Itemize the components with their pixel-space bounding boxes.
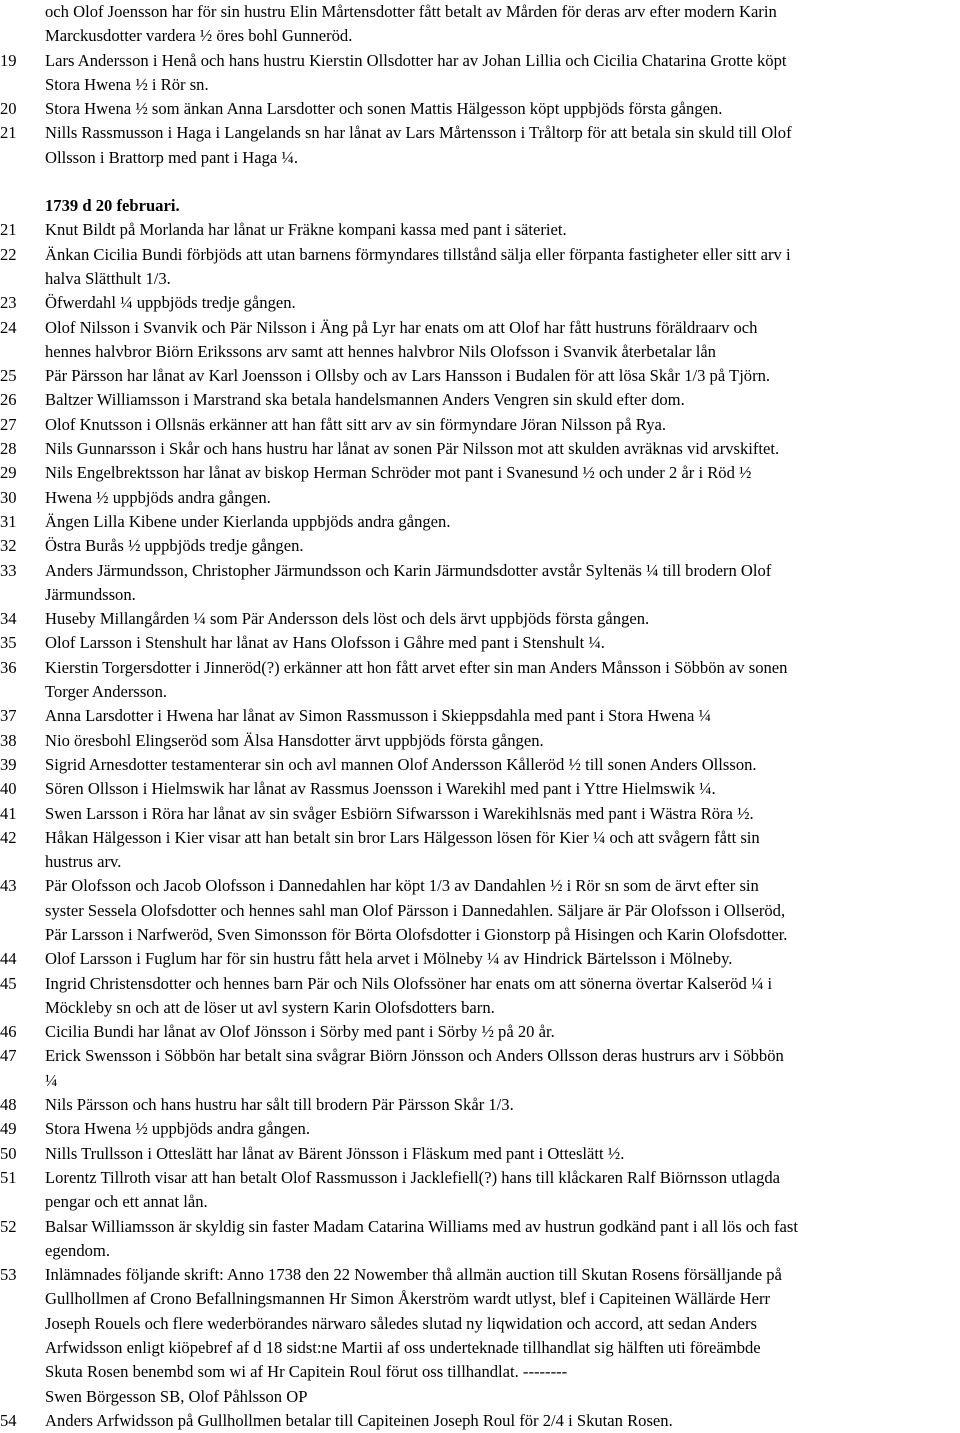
entry-text (45, 1142, 958, 1166)
entry-text (45, 1409, 958, 1433)
entry-text (45, 97, 958, 121)
list-item (0, 534, 960, 558)
entry-text (45, 729, 958, 753)
entry-text-line: Öfwerdahl ¼ uppbjöds tredje gången. (45, 293, 296, 313)
list-item (0, 607, 960, 631)
entry-text-line: Ängen Lilla Kibene under Kierlanda uppbjöds andra gången. (45, 511, 451, 531)
entries-before-date (0, 0, 960, 170)
entry-number: 23 (0, 293, 17, 313)
entry-text (45, 777, 958, 801)
entry-text-line: Ollsson i Brattorp med pant i Haga ¼. (45, 147, 299, 167)
list-item (0, 656, 960, 705)
entry-text-line: och Olof Joensson har för sin hustru Elin Mårtensdotter fått betalt av Mården för deras arv efter modern Karin (45, 2, 777, 21)
entry-text (45, 1263, 958, 1409)
entry-text (45, 802, 958, 826)
entry-number: 25 (0, 366, 17, 386)
list-item (0, 243, 960, 292)
entry-number: 37 (0, 706, 17, 726)
entry-text-line: Cicilia Bundi har lånat av Olof Jönsson i Sörby med pant i Sörby ½ på 20 år. (45, 1022, 555, 1042)
entry-number: 21 (0, 123, 17, 143)
entry-text-line: Sören Ollsson i Hielmswik har lånat av Rassmus Joensson i Warekihl med pant i Yttre Hielmswik ¼. (45, 779, 716, 799)
entry-number: 33 (0, 560, 17, 580)
entry-text-line: hustrus arv. (45, 852, 122, 872)
entry-number: 52 (0, 1216, 17, 1236)
entry-number: 49 (0, 1119, 17, 1139)
entry-number: 28 (0, 439, 17, 459)
list-item (0, 510, 960, 534)
list-item (0, 1093, 960, 1117)
entry-text (45, 753, 958, 777)
entry-text (45, 1166, 958, 1215)
entry-number: 29 (0, 463, 17, 483)
list-item (0, 461, 960, 485)
list-item (0, 49, 960, 98)
entry-text (45, 1020, 958, 1044)
list-item (0, 972, 960, 1021)
entry-text-line: Anna Larsdotter i Hwena har lånat av Simon Rassmusson i Skieppsdahla med pant i Stora Hwena ¼ (45, 706, 711, 726)
entry-text-line: Pär Larsson i Narfweröd, Sven Simonsson för Börta Olofsdotter i Gionstorp på Hisingen och Karin Olofsdotter. (45, 924, 788, 944)
entry-text-line: Anders Järmundsson, Christopher Järmundsson och Karin Järmundsdotter avstår Syltenäs ¼ till brodern Olof (45, 560, 772, 580)
entry-text-line: Joseph Rouels och flere wederbörandes närwaro således slutad ny liqwidation och accord, att sedan Anders (45, 1313, 757, 1333)
entry-text-line: Swen Larsson i Röra har lånat av sin svåger Esbiörn Sifwarsson i Warekihlsnäs med pant i Wästra Röra ½. (45, 803, 754, 823)
entry-number: 45 (0, 973, 17, 993)
list-item (0, 1142, 960, 1166)
entry-number: 41 (0, 803, 17, 823)
entry-text (45, 874, 958, 947)
entries-after-date (0, 218, 960, 1433)
entry-text (45, 388, 958, 412)
entry-number: 50 (0, 1143, 17, 1163)
entry-text-line: Håkan Hälgesson i Kier visar att han betalt sin bror Lars Hälgesson lösen för Kier ¼ och att svågern fått sin (45, 827, 760, 847)
list-item (0, 826, 960, 875)
entry-text-line: Baltzer Williamsson i Marstrand ska betala handelsmannen Anders Vengren sin skuld efter dom. (45, 390, 685, 410)
entry-number: 38 (0, 730, 17, 750)
entry-text-line: Olof Larsson i Fuglum har för sin hustru fått hela arvet i Mölneby ¼ av Hindrick Bärtelsson i Mölneby. (45, 949, 733, 969)
list-item (0, 1020, 960, 1044)
entry-text-line: Järmundsson. (45, 584, 136, 604)
entry-number: 48 (0, 1095, 17, 1115)
list-item (0, 388, 960, 412)
entry-text-line: Kierstin Torgersdotter i Jinneröd(?) erkänner att hon fått arvet efter sin man Anders Månsson i Söbbön av sonen (45, 657, 788, 677)
entry-text-line: Skuta Rosen benembd som wi af Hr Capitein Roul förut oss tillhandlat. -------- (45, 1362, 568, 1382)
entry-text-line: Lorentz Tillroth visar att han betalt Olof Rassmusson i Jacklefiell(?) hans till klåckaren Ralf Biörnsson utlagda (45, 1167, 781, 1187)
entry-text-line: Pär Pärsson har lånat av Karl Joensson i Ollsby och av Lars Hansson i Budalen för att lösa Skår 1/3 på Tjörn. (45, 366, 771, 386)
entry-text (45, 559, 958, 608)
list-item (0, 413, 960, 437)
entry-text-line: Nio öresbohl Elingseröd som Älsa Hansdotter ärvt uppbjöds första gången. (45, 730, 544, 750)
entry-number: 32 (0, 536, 17, 556)
entry-text (45, 486, 958, 510)
entry-text-line: Torger Andersson. (45, 682, 168, 702)
entry-number: 31 (0, 511, 17, 531)
entry-text-line: Ingrid Christensdotter och hennes barn Pär och Nils Olofssöner har enats om att sönerna övertar Kalseröd ¼ i (45, 973, 773, 993)
entry-text-line: Swen Börgesson SB, Olof Påhlsson OP (45, 1386, 308, 1406)
list-item (0, 729, 960, 753)
entry-text (45, 631, 958, 655)
entry-number: 36 (0, 657, 17, 677)
entry-number: 26 (0, 390, 17, 410)
entry-text (45, 243, 958, 292)
entry-text-line: ¼ (45, 1070, 58, 1090)
list-item (0, 802, 960, 826)
entry-text (45, 534, 958, 558)
list-item (0, 1166, 960, 1215)
entry-text-line: Änkan Cicilia Bundi förbjöds att utan barnens förmyndares tillstånd sälja eller förpanta fastigheter eller sitt arv i (45, 244, 791, 264)
entry-text-line: Huseby Millangården ¼ som Pär Andersson dels löst och dels ärvt uppbjöds första gången. (45, 609, 650, 629)
list-item (0, 1215, 960, 1264)
entry-number: 20 (0, 99, 17, 119)
entry-text-line: Olof Knutsson i Ollsnäs erkänner att han fått sitt arv av sin förmyndare Jöran Nilsson på Rya. (45, 414, 667, 434)
entry-text (45, 316, 958, 365)
entry-text (45, 0, 958, 49)
entry-number: 19 (0, 50, 17, 70)
entry-text-line: Stora Hwena ½ som änkan Anna Larsdotter och sonen Mattis Hälgesson köpt uppbjöds första gången. (45, 99, 723, 119)
blank-line (0, 170, 960, 194)
entry-text-line: Anders Arfwidsson på Gullhollmen betalar till Capiteinen Joseph Roul för 2/4 i Skutan Rosen. (45, 1410, 673, 1430)
entry-text-line: Möckleby sn och att de löser ut avl systern Karin Olofsdotters barn. (45, 997, 495, 1017)
entry-text (45, 947, 958, 971)
entry-text (45, 291, 958, 315)
entry-text-line: Pär Olofsson och Jacob Olofsson i Dannedahlen har köpt 1/3 av Dandahlen ½ i Rör sn som de ärvt efter sin (45, 876, 759, 896)
entry-text-line: Gullhollmen af Crono Befallningsmannen Hr Simon Åkerström wardt utlyst, blef i Capiteinen Wällärde Herr (45, 1289, 771, 1309)
entry-number: 46 (0, 1022, 17, 1042)
entry-text-line: Nils Engelbrektsson har lånat av biskop Herman Schröder mot pant i Svanesund ½ och under 2 år i Röd ½ (45, 463, 752, 483)
list-item (0, 753, 960, 777)
entry-text (45, 1044, 958, 1093)
list-item (0, 121, 960, 170)
list-item (0, 316, 960, 365)
entry-text-line: halva Slätthult 1/3. (45, 268, 171, 288)
list-item (0, 1263, 960, 1409)
entry-text-line: Hwena ½ uppbjöds andra gången. (45, 487, 271, 507)
list-item (0, 874, 960, 947)
entry-text (45, 461, 958, 485)
entry-number: 40 (0, 779, 17, 799)
entry-text (45, 1117, 958, 1141)
list-item (0, 1044, 960, 1093)
entry-text-line: Lars Andersson i Henå och hans hustru Kierstin Ollsdotter har av Johan Lillia och Cicilia Chatarina Grotte köpt (45, 50, 787, 70)
entry-text (45, 972, 958, 1021)
entry-text-line: egendom. (45, 1240, 110, 1260)
list-item (0, 291, 960, 315)
list-item (0, 559, 960, 608)
entry-number: 21 (0, 220, 17, 240)
entry-text-line: Östra Burås ½ uppbjöds tredje gången. (45, 536, 304, 556)
list-item (0, 631, 960, 655)
entry-text-line: Balsar Williamsson är skyldig sin faster Madam Catarina Williams med av hustrun godkänd pant i all lös och fast (45, 1216, 798, 1236)
entry-text-line: Knut Bildt på Morlanda har lånat ur Fräkne kompani kassa med pant i säteriet. (45, 220, 567, 240)
entry-text-line: Nills Trullsson i Otteslätt har lånat av Bärent Jönsson i Fläskum med pant i Otteslätt ½. (45, 1143, 625, 1163)
entry-text-line: hennes halvbror Biörn Erikssons arv samt att hennes halvbror Nils Olofsson i Svanvik återbetalar lån (45, 341, 716, 361)
entry-text-line: Nills Rassmusson i Haga i Langelands sn har lånat av Lars Mårtensson i Tråltorp för att betala sin skuld till Olof (45, 123, 792, 143)
entry-number: 34 (0, 609, 17, 629)
entry-number: 54 (0, 1410, 17, 1430)
list-item (0, 364, 960, 388)
entry-number: 44 (0, 949, 17, 969)
entry-number: 27 (0, 414, 17, 434)
list-item (0, 947, 960, 971)
list-item (0, 97, 960, 121)
entry-text (45, 704, 958, 728)
entry-text-line: Arfwidsson enligt kiöpebref af d 18 sidst:ne Martii af oss underteknade tillhandlat sig hälften uti föreämbde (45, 1338, 761, 1358)
entry-text-line: Stora Hwena ½ i Rör sn. (45, 74, 209, 94)
entry-text (45, 437, 958, 461)
entry-text-line: Olof Larsson i Stenshult har lånat av Hans Olofsson i Gåhre med pant i Stenshult ¼. (45, 633, 605, 653)
entry-text (45, 218, 958, 242)
entry-text-line: pengar och ett annat lån. (45, 1192, 208, 1212)
list-item (0, 704, 960, 728)
entry-number: 51 (0, 1167, 17, 1187)
entry-text (45, 413, 958, 437)
entry-number: 43 (0, 876, 17, 896)
entry-text (45, 1093, 958, 1117)
list-item (0, 437, 960, 461)
entry-number: 35 (0, 633, 17, 653)
entry-text-line: Nils Gunnarsson i Skår och hans hustru har lånat av sonen Pär Nilsson mot att skulden avräknas vid arvskiftet. (45, 439, 780, 459)
entry-text (45, 826, 958, 875)
entry-text (45, 49, 958, 98)
list-item (0, 486, 960, 510)
list-item (0, 777, 960, 801)
entry-number: 22 (0, 244, 17, 264)
entry-text-line: Erick Swensson i Söbbön har betalt sina svågrar Biörn Jönsson och Anders Ollsson deras hustrurs arv i Söbbön (45, 1046, 784, 1066)
entry-number: 24 (0, 317, 17, 337)
entry-text-line: Inlämnades följande skrift: Anno 1738 den 22 Nowember thå allmän auction till Skutan Rosens försälljande på (45, 1265, 782, 1285)
entry-text (45, 607, 958, 631)
list-item (0, 218, 960, 242)
entry-number: 53 (0, 1265, 17, 1285)
entry-text (45, 121, 958, 170)
list-item (0, 1117, 960, 1141)
entry-text-line: Sigrid Arnesdotter testamenterar sin och avl mannen Olof Andersson Kålleröd ½ till sonen Anders Ollsson. (45, 754, 757, 774)
entry-text (45, 510, 958, 534)
entry-text-line: Nils Pärsson och hans hustru har sålt till brodern Pär Pärsson Skår 1/3. (45, 1095, 514, 1115)
entry-text (45, 656, 958, 705)
entry-text-line: Stora Hwena ½ uppbjöds andra gången. (45, 1119, 310, 1139)
list-item (0, 1409, 960, 1433)
entry-number: 39 (0, 754, 17, 774)
entry-number: 30 (0, 487, 17, 507)
entry-text (45, 364, 958, 388)
entry-number: 47 (0, 1046, 17, 1066)
date-heading: 1739 d 20 februari. (45, 196, 180, 216)
entry-text (45, 1215, 958, 1264)
entry-text-line: Olof Nilsson i Svanvik och Pär Nilsson i Äng på Lyr har enats om att Olof har fått hustruns föräldraarv och (45, 317, 758, 337)
entry-text-line: Marckusdotter vardera ½ öres bohl Gunneröd. (45, 26, 353, 46)
entry-number: 42 (0, 827, 17, 847)
entry-text-line: syster Sessela Olofsdotter och hennes sahl man Olof Pärsson i Dannedahlen. Säljare är Pär Olofsson i Ollseröd, (45, 900, 786, 920)
list-item (0, 0, 960, 49)
